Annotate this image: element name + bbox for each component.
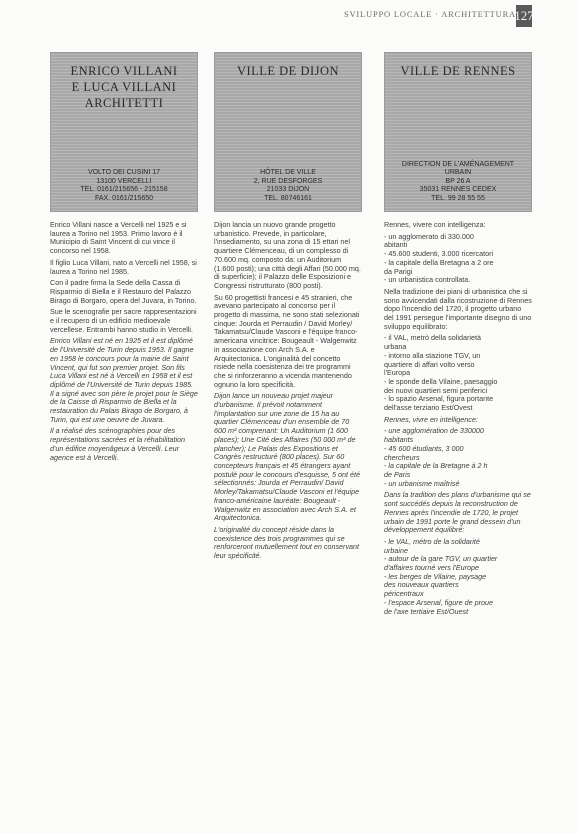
paragraph-italian: Enrico Villani nasce a Vercelli nel 1925 e si laurea a Torino nel 1953. Primo lavoro è il Municipio di Saint Vincent di cui vince il concorso nel 1958. <box>50 221 187 256</box>
bullet-list <box>384 334 532 412</box>
paragraph-french: Enrico Villani est né en 1925 et il est diplômé de l'Université de Turin depuis 1953. Il gagne en 1958 le concours pour la mairie de Saint Vincent, qui fut son premier projet. Son fils Luca Villani est né à Vercelli en 1958 et il est diplômé de l'Université de Turin depuis 1985. Il a signé avec son père le projet pour le Siège de la Caisse di Risparmio de Biella et la restauration du Palais Birago de Borgaro, à Turin, qui est une oeuvre de Juvara. <box>50 336 198 424</box>
list-item: - lo spazio Arsenal, figura portante dell'asse terziario Est/Ovest <box>384 394 494 413</box>
title-box <box>214 52 362 212</box>
list-item: - le VAL, métro de la solidarité urbaine <box>384 536 480 555</box>
list-item: - le sponde della Vilaine, paesaggio dei nuovi quartieri semi periferici <box>384 376 498 395</box>
paragraph-french: Rennes, vivre en intelligence: <box>384 414 478 424</box>
paragraph-italian: Su 60 progettisti francesi e 45 stranieri, che avevano partecipato al concorso per il progetto di massima, ne sono stati selezionati cinque: Jourda et Perraudin / David Morley/ Takamatsu/Claude Vasconi e l'équipe franco-americana vincitrice: Bougeault - Walgenwitz in associazione con Arch S.A. e Arquitectonica. L'originalità del concetto risiede nella coesistenza dei tre programmi che si rinforzeranno a vicenda mantenendo ognuno la loro specificità. <box>214 292 360 389</box>
list-item: - il VAL, metrò della solidarietà urbana <box>384 333 481 352</box>
list-item: - 45.600 studenti, 3.000 ricercatori <box>384 249 494 259</box>
title-box <box>50 52 198 212</box>
list-item: - les berges de Vilaine, paysage des nouveaux quartiers péricentraux <box>384 571 487 599</box>
list-item: - autour de la gare TGV, un quartier d'affaires tourné vers l'Europe <box>384 554 498 573</box>
paragraph-french: Il a réalisé des scénographies pour des représentations sacrées et la réhabilitation d'un édifice moyenâgeux à Vercelli. Leur agence est à Vercelli. <box>50 426 186 462</box>
list-item: - un urbanistica controllata. <box>384 275 471 285</box>
paragraph-italian: Con il padre firma la Sede della Cassa di Risparmio di Biella e il Restauro del Palazzo Birago di Borgaro, opera del Juvara, in Torino. <box>50 278 197 305</box>
paragraph-italian: Nella tradizione dei piani di urbanistica che si sono avvicendati dalla ricostruzione di Rennes dopo l'incendio del 1720, il progetto urbano del 1991 persegue l'importante disegno di uno sviluppo equilibrato: <box>384 286 532 331</box>
paragraph-french: L'originalité du concept réside dans la coexistence des trois programmes qui se renforceront mutuellement tout en conservant leur spécificité. <box>214 524 360 561</box>
paragraph-italian: Sue le scenografie per sacre rappresentazioni e il recupero di un edificio medioevale vercellese. Entrambi hanno studio in Vercelli. <box>50 307 197 334</box>
list-item: - 45 600 étudiants, 3 000 chercheurs <box>384 443 464 462</box>
column-villani <box>50 52 198 651</box>
box-address: VOLTO DEI CUSINI 17 13100 VERCELLI TEL. 0161/215656 - 215158 FAX. 0161/215650 <box>80 169 168 202</box>
page-number: 127 <box>516 5 532 27</box>
paragraph-italian: Dijon lancia un nuovo grande progetto urbanistico. Prevede, in particolare, l'insediamento, su una zona di 15 ettari nel quartiere Clémenceau, di un complesso di 70.600 mq. composto da: un Auditorium (1.600 posti); una città degli Affari (50.000 mq. di superficie); il Palazzo delle Esposizioni e Congressi ristrutturato (800 posti). <box>214 221 361 290</box>
box-address: DIRECTION DE L'AMÉNAGEMENT URBAIN BP 26 A 35031 RENNES CEDEX TEL. 99 28 55 55 <box>401 160 515 202</box>
running-title: SVILUPPO LOCALE · ARCHITETTURA <box>343 9 516 19</box>
box-title: VILLE DE DIJON <box>236 64 340 78</box>
list-item: - un agglomerato di 330.000 abitanti <box>384 231 474 250</box>
bullet-list <box>384 427 532 488</box>
column-body <box>384 221 532 821</box>
box-title: VILLE DE RENNES <box>400 64 516 78</box>
list-item: - une agglomération de 330000 habitants <box>384 426 484 445</box>
list-item: - la capitale de la Bretagne à 2 h de Paris <box>384 461 488 479</box>
column-body <box>214 221 362 821</box>
bullet-list <box>384 538 532 616</box>
paragraph-french: Dijon lance un nouveau projet majeur d'urbanisme. Il prévoit notamment l'implantation sur une zone de 15 ha au quartier Clémenceau d'un ensemble de 70 600 m² comprenant: Un Auditorium (1 600 places); Une Cité des Affaires (50 000 m² de plancher); Le Palais des Expositions et Congrès restructuré (800 places). Sur 60 concepteurs français et 45 étrangers ayant postulé pour le concours d'esquisse, 5 ont été sélectionnés: Jourda et Perraudin/ David Morley/Takamatsu/Claude Vasconi et l'équipe franco-américaine lauréate: Bougeault - Walgenwitz en association avec Arch S.A. et Arquitectonica. <box>214 391 361 523</box>
list-item: - intorno alla stazione TGV, un quartiere di affari volto verso l'Europa <box>384 350 481 378</box>
box-address: HÔTEL DE VILLE 2, RUE DESFORGES 21033 DIJON TEL. 80746161 <box>253 169 323 202</box>
column-body <box>50 221 198 651</box>
paragraph-italian: Rennes, vivere con intelligenza: <box>384 221 486 229</box>
bullet-list <box>384 233 532 285</box>
list-item: - la capitale della Bretagna a 2 ore da Parigi <box>384 257 494 276</box>
list-item: - l'espace Arsenal, figure de proue de l'axe tertiaire Est/Ouest <box>384 597 493 616</box>
paragraph-italian: Il figlio Luca Villani, nato a Vercelli nel 1958, si laurea a Torino nel 1985. <box>50 257 197 276</box>
title-box <box>384 52 532 212</box>
column-dijon <box>214 52 362 821</box>
list-item: - un urbanisme maîtrisé <box>384 478 460 488</box>
paragraph-french: Dans la tradition des plans d'urbanisme qui se sont succédés depuis la reconstruction de Rennes après l'incendie de 1720, le projet urbain de 1991 porte le grand dessein d'un développement équilibré: <box>384 490 531 535</box>
box-title: ENRICO VILLANI E LUCA VILLANI ARCHITETTI <box>70 64 178 110</box>
column-rennes <box>384 52 532 821</box>
